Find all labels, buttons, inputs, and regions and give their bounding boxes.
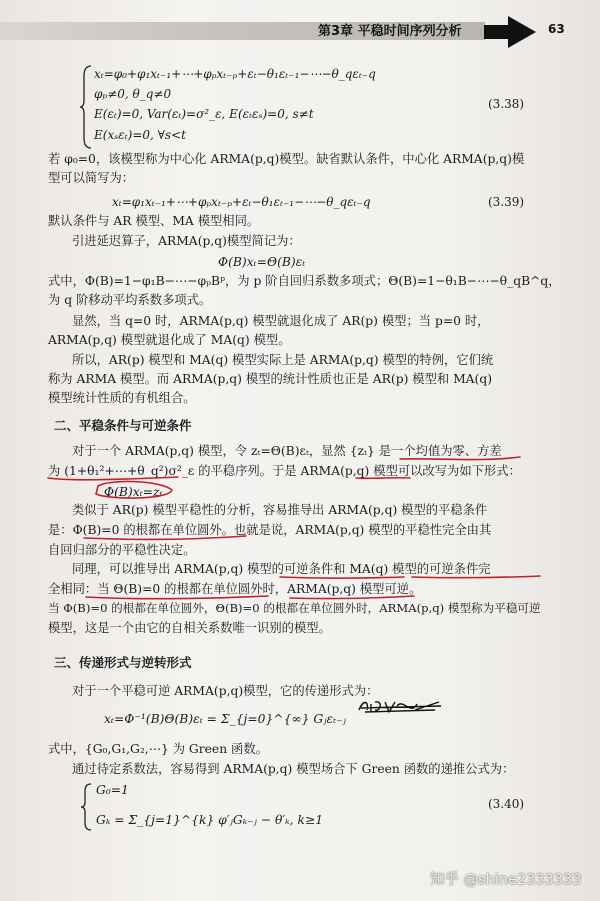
paragraph-line: 型可以简写为： — [48, 171, 135, 185]
eq-3-38-line3: E(εₜ)=0, Var(εₜ)=σ²_ε, E(εₜεₛ)=0, s≠t — [94, 107, 314, 121]
paragraph-line: 式中，Φ(B)=1−φ₁B−⋯−φₚBᵖ，为 p 阶自回归系数多项式；Θ(B)=1−θ₁B−⋯−θ_qB^q， — [48, 274, 561, 288]
paragraph-line: 默认条件与 AR 模型、MA 模型相同。 — [48, 214, 260, 228]
paragraph-line: 为 q 阶移动平均系数多项式。 — [48, 293, 212, 307]
paragraph-line: 称为 ARMA 模型。而 ARMA(p,q) 模型的统计性质也正是 AR(p) 模型和 MA(q) — [48, 372, 493, 386]
eq-3-38-line4: E(xₛεₜ)=0, ∀s<t — [94, 128, 186, 142]
paragraph-line: 为 (1+θ₁²+⋯+θ_q²)σ²_ε 的平稳序列。于是 ARMA(p,q) 模型可以改写为如下形式： — [48, 464, 521, 478]
section-heading: 二、平稳条件与可逆条件 — [54, 418, 192, 433]
paragraph-line: 当 Φ(B)=0 的根都在单位圆外，Θ(B)=0 的根都在单位圆外时，ARMA(p,q) 模型称为平稳可逆 — [48, 601, 541, 615]
paragraph-line: 是：Φ(B)=0 的根都在单位圆外。也就是说，ARMA(p,q) 模型的平稳性完全由其 — [48, 523, 492, 537]
underline-stroke — [290, 596, 414, 599]
paragraph-line: ARMA(p,q) 模型就退化成了 MA(q) 模型。 — [48, 333, 291, 347]
paragraph-line: 类似于 AR(p) 模型平稳性的分析，容易推导出 ARMA(p,q) 模型的平稳条件 — [72, 503, 488, 517]
underline-stroke — [86, 596, 268, 599]
watermark: 知乎 @shine2333333 — [430, 872, 582, 888]
paragraph-line: 自回归部分的平稳性决定。 — [48, 543, 196, 557]
paragraph-line: 全相同：当 Θ(B)=0 的根都在单位圆外时，ARMA(p,q) 模型可逆。 — [48, 582, 422, 596]
page-number: 63 — [548, 22, 565, 36]
paragraph-line: 式中，{G₀,G₁,G₂,⋯} 为 Green 函数。 — [48, 742, 268, 756]
underline-stroke — [412, 576, 540, 578]
paragraph-line: 若 φ₀=0，该模型称为中心化 ARMA(p,q)模型。缺省默认条件，中心化 ARMA(p,q)模 — [48, 152, 525, 166]
transfer-form-equation: xₜ=Φ⁻¹(B)Θ(B)εₜ = Σ_{j=0}^{∞} Gⱼεₜ₋ⱼ — [104, 712, 346, 726]
underline-stroke — [356, 478, 410, 479]
eq-3-40-line2: Gₖ = Σ_{j=1}^{k} φ′ⱼGₖ₋ⱼ − θ′ₖ, k≥1 — [96, 813, 324, 827]
eq-3-39-number: (3.39) — [488, 195, 525, 209]
eq-3-40-line1: G₀=1 — [96, 783, 129, 797]
eq-3-39: xₜ=φ₁xₜ₋₁+⋯+φₚxₜ₋ₚ+εₜ−θ₁εₜ₋₁−⋯−θ_qεₜ₋q — [112, 195, 371, 209]
operator-equation: Φ(B)xₜ=Θ(B)εₜ — [218, 255, 306, 269]
paragraph-line: 模型，这是一个由它的自相关系数唯一识别的模型。 — [48, 621, 331, 635]
underline-stroke — [280, 577, 404, 578]
eq-3-38-number: (3.38) — [488, 97, 525, 111]
eq-3-40-number: (3.40) — [488, 797, 525, 811]
paragraph-line: 通过待定系数法，容易得到 ARMA(p,q) 模型场合下 Green 函数的递推公式为： — [72, 762, 515, 776]
chapter-title: 第3章 平稳时间序列分析 — [318, 24, 462, 39]
section-heading: 三、传递形式与逆转形式 — [54, 655, 192, 670]
circle-stroke — [96, 481, 172, 498]
paragraph-line: 模型统计性质的有机组合。 — [48, 391, 196, 405]
eq-3-38-line2: φₚ≠0, θ_q≠0 — [94, 87, 172, 101]
underline-stroke — [48, 477, 178, 480]
paragraph-line: 引进延迟算子，ARMA(p,q)模型简记为： — [72, 234, 301, 248]
paragraph-line: 对于一个平稳可逆 ARMA(p,q)模型，它的传递形式为： — [72, 684, 379, 698]
underline-stroke — [400, 457, 520, 460]
paragraph-line: 所以，AR(p) 模型和 MA(q) 模型实际上是 ARMA(p,q) 模型的特例，它们统 — [72, 353, 494, 367]
paragraph-line: 显然，当 q=0 时，ARMA(p,q) 模型就退化成了 AR(p) 模型；当 p=0 时， — [72, 314, 490, 328]
eq-3-38-line1: xₜ=φ₀+φ₁xₜ₋₁+⋯+φₚxₜ₋ₚ+εₜ−θ₁εₜ₋₁−⋯−θ_qεₜ₋q — [94, 67, 376, 81]
rewritten-equation: Φ(B)xₜ=zₜ — [104, 485, 163, 499]
paragraph-line: 同理，可以推导出 ARMA(p,q) 模型的可逆条件和 MA(q) 模型的可逆条件完 — [72, 562, 491, 576]
underline-stroke — [84, 536, 246, 539]
paragraph-line: 对于一个 ARMA(p,q) 模型，令 zₜ=Θ(B)εₜ，显然 {zₜ} 是一个均值为零、方差 — [72, 444, 502, 458]
